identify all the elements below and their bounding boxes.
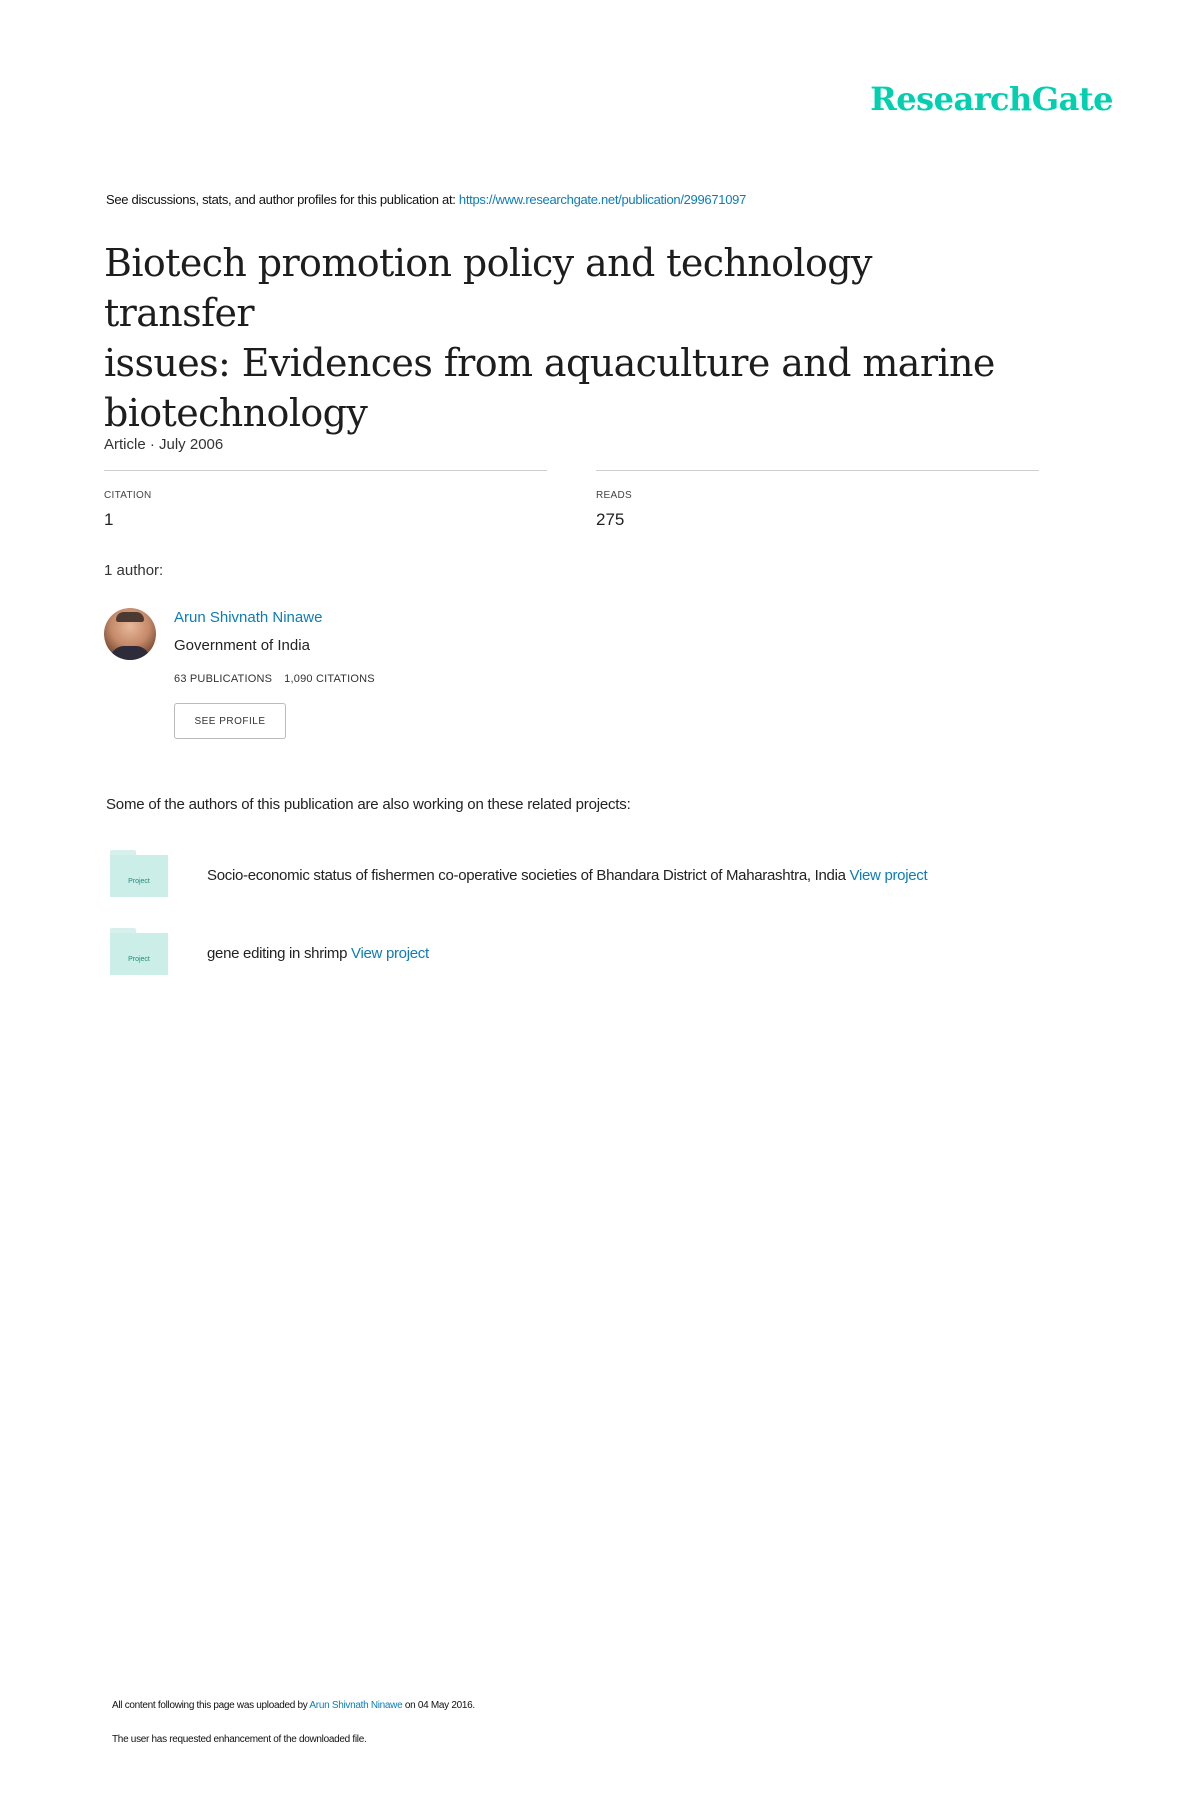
title-line: issues: Evidences from aquaculture and marine [104, 341, 995, 385]
avatar-shirt-shape [110, 646, 150, 660]
divider [104, 470, 547, 471]
researchgate-logo: ResearchGate [870, 80, 1113, 118]
enhancement-note: The user has requested enhancement of the downloaded file. [112, 1734, 367, 1745]
related-project [110, 850, 1050, 898]
project-folder-icon [110, 850, 168, 898]
source-intro-text: See discussions, stats, and author profiles for this publication at: [106, 192, 459, 207]
author-citations-count: 1,090 CITATIONS [284, 673, 375, 685]
project-folder-icon [110, 928, 168, 976]
view-project-link[interactable]: View project [351, 945, 429, 962]
author-publications-count: 63 PUBLICATIONS [174, 673, 273, 685]
divider [596, 470, 1039, 471]
publication-title [104, 238, 1024, 438]
upload-suffix: on 04 May 2016. [402, 1700, 475, 1711]
reads-label: READS [596, 490, 632, 501]
see-profile-button[interactable]: SEE PROFILE [174, 703, 286, 739]
view-project-link[interactable]: View project [849, 867, 928, 884]
related-project [110, 928, 1050, 976]
author-count: 1 author: [104, 562, 164, 579]
project-title: Socio-economic status of fishermen co-operative societies of Bhandara District of Maharashtra, India [207, 867, 850, 884]
author-institution: Government of India [174, 637, 310, 654]
citation-count: 1 [104, 510, 114, 529]
publication-url-link[interactable]: https://www.researchgate.net/publication/299671097 [458, 192, 746, 207]
citation-label: CITATION [104, 490, 152, 501]
article-type-date: Article · July 2006 [104, 436, 224, 453]
avatar-hair-shape [116, 612, 144, 622]
title-line: biotechnology [104, 391, 368, 435]
reads-count: 275 [596, 510, 625, 529]
related-projects-intro: Some of the authors of this publication are also working on these related projects: [106, 796, 631, 813]
upload-note [112, 1700, 475, 1711]
author-stats [174, 673, 375, 685]
publication-source-line [106, 192, 746, 207]
project-icon-label: Project [128, 956, 150, 963]
project-icon-label: Project [128, 878, 150, 885]
uploader-link[interactable]: Arun Shivnath Ninawe [309, 1700, 403, 1711]
project-title: gene editing in shrimp [207, 945, 352, 962]
project-description [207, 945, 429, 962]
upload-prefix: All content following this page was uploaded by [112, 1700, 310, 1711]
title-line: Biotech promotion policy and technology transfer [104, 241, 872, 335]
author-name-link[interactable]: Arun Shivnath Ninawe [174, 609, 323, 626]
project-description [207, 867, 927, 884]
author-avatar[interactable] [104, 608, 156, 660]
